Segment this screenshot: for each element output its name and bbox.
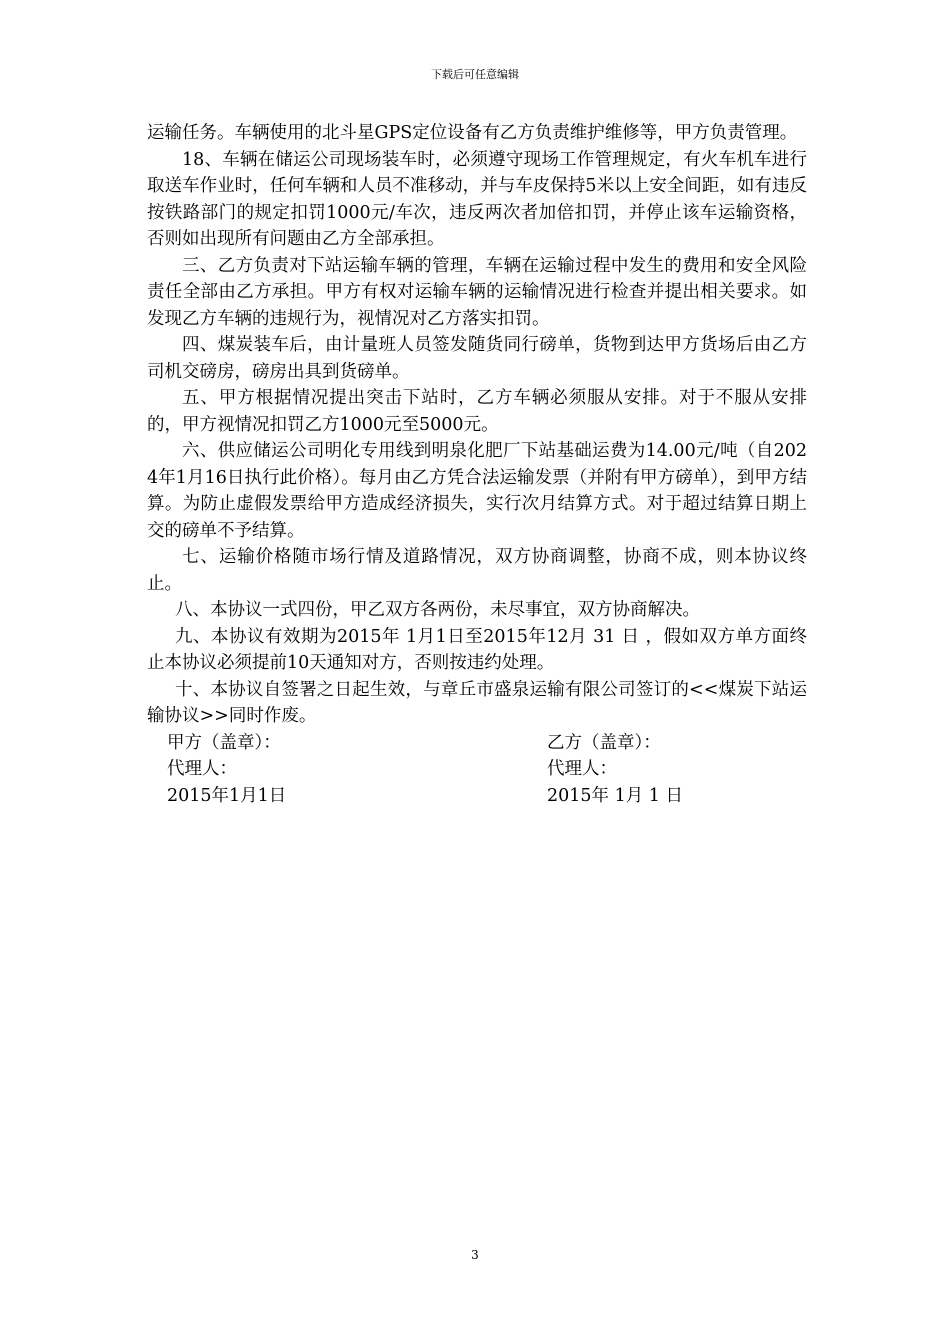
agent-a-label: 代理人： [167,759,237,779]
agent-b-label: 代理人： [547,759,617,779]
paragraph-clause-6: 六、供应储运公司明化专用线到明泉化肥厂下站基础运费为14.00元/吨（自2024年1月16日执行此价格）。每月由乙方凭合法运输发票（并附有甲方磅单），到甲方结算。为防止虚假发票给甲方造成经济损失，实行次月结算方式。对于超过结算日期上交的磅单不予结算。 [147,441,807,541]
page-number: 3 [471,1248,479,1262]
paragraph-clause-18: 18、车辆在储运公司现场装车时，必须遵守现场工作管理规定，有火车机车进行取送车作业时，任何车辆和人员不准移动，并与车皮保持5米以上安全间距，如有违反按铁路部门的规定扣罚1000元/车次，违反两次者加倍扣罚，并停止该车运输资格，否则如出现所有问题由乙方全部承担。 [147,149,807,249]
paragraph-clause-3: 三、乙方负责对下站运输车辆的管理，车辆在运输过程中发生的费用和安全风险责任全部由乙方承担。甲方有权对运输车辆的运输情况进行检查并提出相关要求。如发现乙方车辆的违规行为，视情况对乙方落实扣罚。 [147,255,807,329]
paragraph-clause-4: 四、煤炭装车后，由计量班人员签发随货同行磅单，货物到达甲方货场后由乙方司机交磅房，磅房出具到货磅单。 [147,335,807,382]
paragraph-clause-7: 七、运输价格随市场行情及道路情况，双方协商调整，协商不成，则本协议终止。 [147,547,807,594]
paragraph-clause-10: 十、本协议自签署之日起生效，与章丘市盛泉运输有限公司签订的<<煤炭下站运输协议>>同时作废。 [147,679,807,726]
paragraph-continuation: 运输任务。车辆使用的北斗星GPS定位设备有乙方负责维护维修等，甲方负责管理。 [147,123,798,143]
paragraph-clause-5: 五、甲方根据情况提出突击下站时，乙方车辆必须服从安排。对于不服从安排的，甲方视情况扣罚乙方1000元至5000元。 [147,388,807,435]
signature-row-party [147,730,807,757]
header-note: 下载后可任意编辑 [431,68,519,81]
signature-row-agent [147,756,807,783]
party-b-label: 乙方（盖章）： [547,732,661,753]
date-b: 2015年 1月 1 日 [547,785,683,806]
signature-row-date [147,783,807,810]
document-body [147,120,807,809]
date-a: 2015年1月1日 [167,785,287,806]
party-a-label: 甲方（盖章）： [167,732,281,753]
paragraph-clause-9: 九、本协议有效期为2015年 1月1日至2015年12月 31 日 ，假如双方单方面终止本协议必须提前10天通知对方，否则按违约处理。 [147,626,807,673]
paragraph-clause-8: 八、本协议一式四份，甲乙双方各两份，未尽事宜，双方协商解决。 [175,600,700,620]
